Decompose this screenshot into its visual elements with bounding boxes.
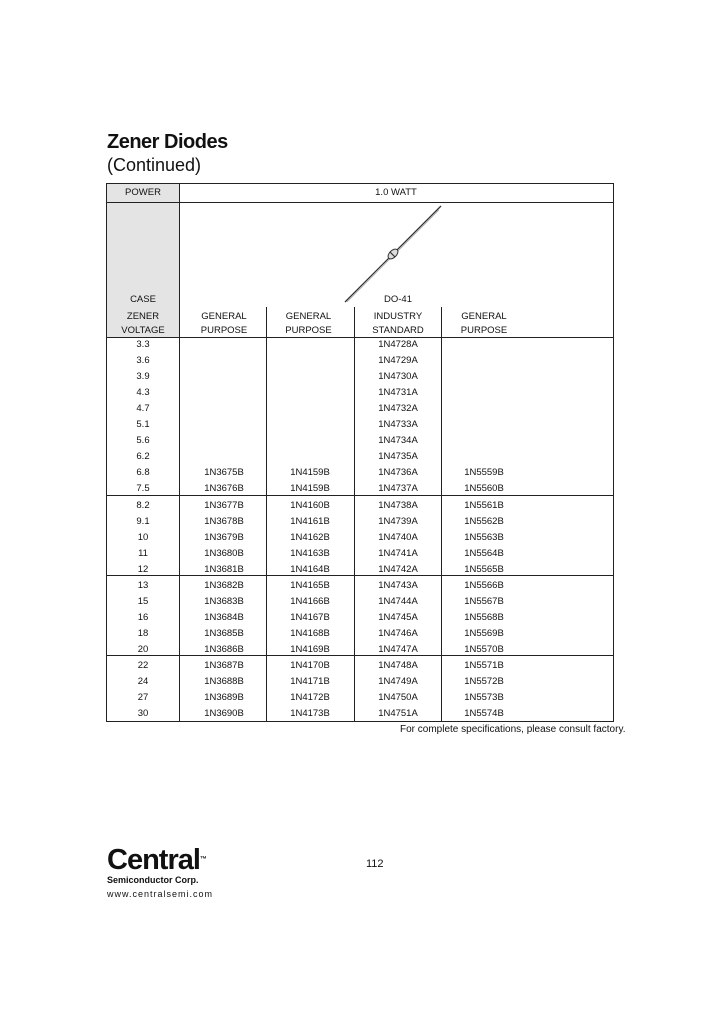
part-number-cell — [441, 433, 527, 449]
part-number-cell: 1N3687B — [204, 660, 244, 671]
part-number-cell: 1N4748A — [378, 660, 418, 671]
part-number-cell: 1N5565B — [464, 564, 504, 575]
part-number-cell: 1N3683B — [204, 596, 244, 607]
part-number-cell: 1N4743A — [378, 580, 418, 591]
voltage-cell: 5.1 — [136, 419, 150, 430]
part-number-cell: 1N4730A — [378, 371, 418, 382]
part-number-cell: 1N5560B — [464, 483, 504, 494]
part-number-cell: 1N4737A — [378, 483, 418, 494]
voltage-cell: 8.2 — [136, 500, 150, 511]
logo-subtitle: Semiconductor Corp. — [107, 875, 199, 885]
logo-wordmark: Central™ — [107, 844, 206, 876]
part-number-cell: 1N3680B — [204, 548, 244, 559]
part-number-cell: 1N5564B — [464, 548, 504, 559]
voltage-cell: 16 — [137, 612, 149, 623]
part-number-cell: 1N3677B — [204, 500, 244, 511]
part-number-cell: 1N4159B — [290, 467, 330, 478]
voltage-cell: 22 — [137, 660, 149, 671]
part-number-cell: 1N5568B — [464, 612, 504, 623]
part-number-cell: 1N4166B — [290, 596, 330, 607]
column-header-1: GENERAL PURPOSE — [200, 311, 248, 336]
part-number-cell: 1N3679B — [204, 532, 244, 543]
part-number-cell: 1N5562B — [464, 516, 504, 527]
part-number-cell — [182, 433, 266, 449]
voltage-cell: 3.3 — [136, 339, 150, 350]
voltage-cell: 18 — [137, 628, 149, 639]
part-number-cell: 1N5563B — [464, 532, 504, 543]
part-number-cell — [441, 449, 527, 465]
part-number-cell: 1N3681B — [204, 564, 244, 575]
part-number-cell: 1N4744A — [378, 596, 418, 607]
voltage-cell: 6.8 — [136, 467, 150, 478]
part-number-cell: 1N4164B — [290, 564, 330, 575]
part-number-cell: 1N4729A — [378, 355, 418, 366]
voltage-cell: 9.1 — [136, 516, 150, 527]
voltage-cell: 10 — [137, 532, 149, 543]
part-number-cell: 1N3688B — [204, 676, 244, 687]
case-label: CASE — [130, 294, 156, 305]
part-number-cell: 1N3686B — [204, 644, 244, 655]
part-number-cell: 1N5573B — [464, 692, 504, 703]
part-number-cell — [441, 401, 527, 417]
part-number-cell — [266, 433, 354, 449]
page-title: Zener Diodes — [107, 131, 228, 153]
part-number-cell: 1N4162B — [290, 532, 330, 543]
voltage-cell: 6.2 — [136, 451, 150, 462]
part-number-cell: 1N4161B — [290, 516, 330, 527]
part-number-cell: 1N4172B — [290, 692, 330, 703]
part-number-cell: 1N5574B — [464, 708, 504, 719]
voltage-cell: 12 — [137, 564, 149, 575]
part-number-cell — [441, 417, 527, 433]
part-number-cell — [182, 369, 266, 385]
part-number-cell: 1N4750A — [378, 692, 418, 703]
part-number-cell: 1N5570B — [464, 644, 504, 655]
part-number-cell: 1N4171B — [290, 676, 330, 687]
part-number-cell: 1N4747A — [378, 644, 418, 655]
do41-diode-icon — [343, 202, 443, 306]
power-header-row — [107, 184, 613, 203]
part-number-cell: 1N4733A — [378, 419, 418, 430]
part-number-cell: 1N4741A — [378, 548, 418, 559]
part-number-cell: 1N4167B — [290, 612, 330, 623]
label-column-divider — [179, 184, 180, 721]
part-number-cell — [182, 449, 266, 465]
voltage-cell: 11 — [138, 548, 148, 559]
part-number-cell: 1N5571B — [464, 660, 504, 671]
part-number-cell — [266, 353, 354, 369]
column-header-3: INDUSTRY STANDARD — [372, 311, 424, 336]
part-number-cell: 1N5559B — [464, 467, 504, 478]
part-number-cell: 1N4734A — [378, 435, 418, 446]
part-number-cell: 1N3684B — [204, 612, 244, 623]
part-number-cell: 1N4749A — [378, 676, 418, 687]
part-number-cell: 1N4165B — [290, 580, 330, 591]
part-number-cell: 1N4740A — [378, 532, 418, 543]
column-header-2: GENERAL PURPOSE — [285, 311, 332, 336]
part-number-cell: 1N4732A — [378, 403, 418, 414]
voltage-cell: 15 — [137, 596, 149, 607]
case-value: DO-41 — [384, 294, 412, 305]
part-number-cell: 1N3690B — [204, 708, 244, 719]
part-number-cell — [266, 449, 354, 465]
part-number-cell: 1N4742A — [378, 564, 418, 575]
voltage-cell: 30 — [137, 708, 149, 719]
part-number-cell — [441, 385, 527, 401]
voltage-cell: 7.5 — [136, 483, 150, 494]
part-number-cell: 1N4739A — [378, 516, 418, 527]
part-number-cell: 1N4728A — [378, 339, 418, 350]
part-number-cell — [441, 353, 527, 369]
voltage-cell: 24 — [137, 676, 149, 687]
power-label: POWER — [125, 187, 161, 198]
power-value: 1.0 WATT — [375, 187, 417, 198]
part-number-cell — [266, 369, 354, 385]
voltage-cell: 4.3 — [136, 387, 150, 398]
column-header-4: GENERAL PURPOSE — [460, 311, 508, 336]
zener-table — [106, 183, 614, 722]
part-number-cell — [266, 337, 354, 353]
company-url: www.centralsemi.com — [107, 889, 214, 899]
part-number-cell — [182, 417, 266, 433]
voltage-cell: 5.6 — [136, 435, 150, 446]
part-number-cell: 1N4173B — [290, 708, 330, 719]
part-number-cell — [266, 385, 354, 401]
footnote: For complete specifications, please consult factory. — [400, 724, 626, 735]
part-number-cell — [182, 337, 266, 353]
part-number-cell: 1N4751A — [378, 708, 418, 719]
part-number-cell: 1N5567B — [464, 596, 504, 607]
voltage-cell: 3.6 — [136, 355, 150, 366]
page-subtitle: (Continued) — [107, 155, 202, 175]
company-logo — [107, 845, 213, 899]
part-number-cell — [182, 385, 266, 401]
voltage-cell: 4.7 — [136, 403, 150, 414]
part-number-cell: 1N4170B — [290, 660, 330, 671]
part-number-cell: 1N3682B — [204, 580, 244, 591]
voltage-cell: 20 — [137, 644, 149, 655]
page-number: 112 — [366, 858, 384, 870]
part-number-cell: 1N3685B — [204, 628, 244, 639]
part-number-cell — [441, 337, 527, 353]
part-number-cell: 1N5569B — [464, 628, 504, 639]
part-number-cell: 1N4736A — [378, 467, 418, 478]
voltage-cell: 13 — [137, 580, 149, 591]
part-number-cell: 1N3689B — [204, 692, 244, 703]
part-number-cell: 1N4163B — [290, 548, 330, 559]
part-number-cell: 1N4159B — [290, 483, 330, 494]
part-number-cell: 1N4738A — [378, 500, 418, 511]
voltage-cell: 3.9 — [136, 371, 150, 382]
part-number-cell: 1N5561B — [464, 500, 504, 511]
part-number-cell: 1N5566B — [464, 580, 504, 591]
part-number-cell: 1N4745A — [378, 612, 418, 623]
part-number-cell: 1N3676B — [204, 483, 244, 494]
zener-voltage-header: ZENER VOLTAGE — [121, 311, 165, 336]
part-number-cell — [266, 417, 354, 433]
part-number-cell — [182, 353, 266, 369]
part-number-cell: 1N4735A — [378, 451, 418, 462]
part-number-cell: 1N4169B — [290, 644, 330, 655]
part-number-cell: 1N4160B — [290, 500, 330, 511]
part-number-cell: 1N5572B — [464, 676, 504, 687]
part-number-cell: 1N3678B — [204, 516, 244, 527]
part-number-cell — [266, 401, 354, 417]
part-number-cell — [182, 401, 266, 417]
part-number-cell: 1N3675B — [204, 467, 244, 478]
part-number-cell: 1N4731A — [378, 387, 418, 398]
part-number-cell: 1N4168B — [290, 628, 330, 639]
part-number-cell — [441, 369, 527, 385]
voltage-cell: 27 — [137, 692, 149, 703]
part-number-cell: 1N4746A — [378, 628, 418, 639]
